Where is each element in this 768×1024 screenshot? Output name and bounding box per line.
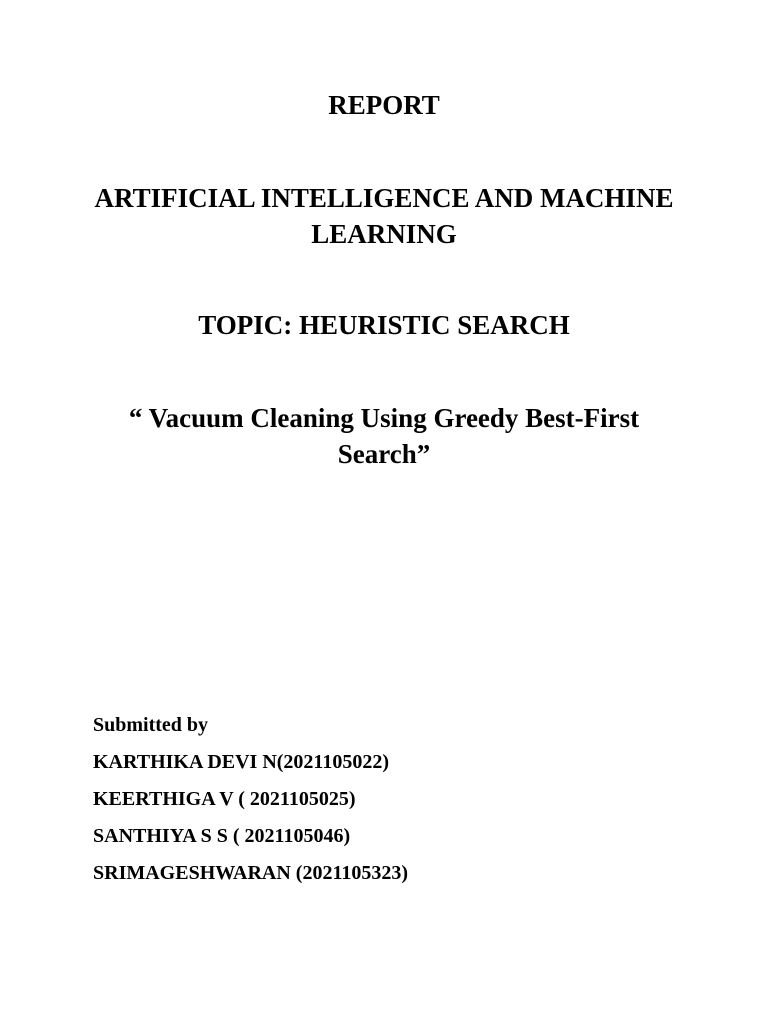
- team-member: KEERTHIGA V ( 2021105025): [93, 788, 356, 810]
- team-member: SANTHIYA S S ( 2021105046): [93, 825, 351, 847]
- submitted-by-section: [93, 707, 693, 892]
- team-member: SRIMAGESHWARAN (2021105323): [93, 862, 409, 884]
- project-title: “ Vacuum Cleaning Using Greedy Best-First Search”: [128, 403, 640, 469]
- submitted-by-label: Submitted by: [93, 714, 209, 736]
- topic-line: TOPIC: HEURISTIC SEARCH: [198, 310, 570, 340]
- report-label: REPORT: [328, 90, 440, 120]
- subject-title: ARTIFICIAL INTELLIGENCE AND MACHINE LEARNING: [94, 183, 674, 249]
- team-member: KARTHIKA DEVI N(2021105022): [93, 751, 389, 773]
